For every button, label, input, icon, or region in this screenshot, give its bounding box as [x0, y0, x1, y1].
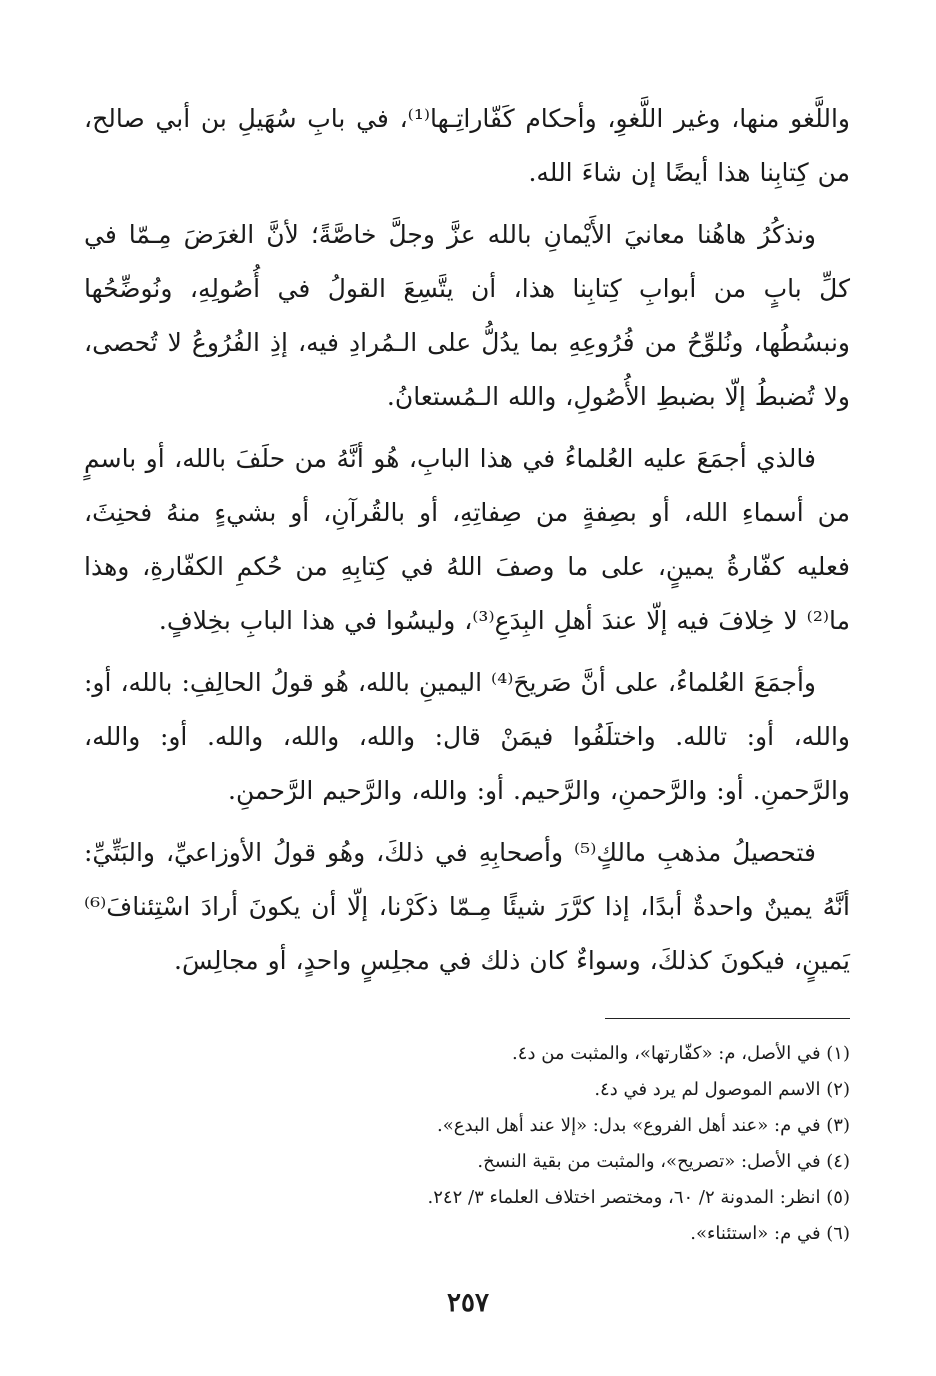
- paragraph-4: وأجمَعَ العُلماءُ، على أنَّ صَريحَ⁽⁴⁾ اليمينِ بالله، هُو قولُ الحالِفِ: بالله، أو: والله، أو: تالله. واختلَفُوا فيمَنْ قال: والله، والله، والله. أو: والله، والرَّحمنِ. أو: والرَّحمنِ، والرَّحيم. أو: والله، والرَّحيم الرَّحمنِ.: [84, 668, 850, 805]
- footnote-6: (٦) في م: «استئناء».: [690, 1223, 850, 1244]
- paragraph-5: فتحصيلُ مذهبِ مالكٍ⁽⁵⁾ وأصحابِهِ في ذلكَ، وهُو قولُ الأوزاعيِّ، والبَتِّيِّ: أنَّهُ يمينٌ واحدةٌ أبدًا، إذا كرَّرَ شيئًا مِـمّا ذكَرْنا، إلّا أن يكونَ أرادَ اسْتِئنافَ⁽⁶⁾ يَمينٍ، فيكونَ كذلكَ، وسواءٌ كان ذلك في مجلِسٍ واحدٍ، أو مجالِسَ.: [84, 838, 850, 975]
- page-number: ٢٥٧: [447, 1288, 489, 1318]
- footnote-4: (٤) في الأصل: «تصريح»، والمثبت من بقية النسخ.: [477, 1151, 850, 1172]
- paragraph-1: واللَّغو منها، وغير اللَّغوِ، وأحكام كَفّاراتِـها⁽¹⁾، في بابِ سُهَيلِ بن أبي صالح، من كِتابِنا هذا أيضًا إن شاءَ الله.: [84, 104, 850, 187]
- paragraph-2: ونذكُرُ هاهُنا معانيَ الأَيْمانِ بالله عزَّ وجلَّ خاصَّةً؛ لأنَّ الغرَضَ مِـمّا في كلِّ بابٍ من أبوابِ كِتابِنا هذا، أن يتَّسِعَ القولُ في أُصُولِهِ، ونُوضِّحُها ونبسُطُها، ونُلوِّحُ من فُرُوعِهِ بما يدُلُّ على الـمُرادِ فيه، إذِ الفُرُوعُ لا تُحصى، ولا تُضبطُ إلّا بضبطِ الأُصُولِ، والله الـمُستعانُ.: [84, 220, 850, 411]
- main-text: [84, 92, 850, 996]
- paragraph-3: فالذي أجمَعَ عليه العُلماءُ في هذا البابِ، هُو أنَّهُ من حلَفَ بالله، أو باسمٍ من أسماءِ الله، أو بصِفةٍ من صِفاتِهِ، أو بالقُرآنِ، أو بشيءٍ منهُ فحنِثَ، فعليه كفّارةُ يمينٍ، على ما وصفَ اللهُ في كِتابِهِ من حُكمِ الكفّارةِ، وهذا ما⁽²⁾ لا خِلافَ فيه إلّا عندَ أهلِ البِدَعِ⁽³⁾، وليسُوا في هذا البابِ بخِلافٍ.: [84, 444, 850, 635]
- footnote-2: (٢) الاسم الموصول لم يرد في د٤.: [594, 1079, 850, 1100]
- footnotes-list: [84, 1036, 850, 1252]
- footnote-divider: [605, 1018, 850, 1019]
- footnote-3: (٣) في م: «عند أهل الفروع» بدل: «إلا عند أهل البدع».: [437, 1115, 850, 1136]
- footnote-5: (٥) انظر: المدونة ٢/ ٦٠، ومختصر اختلاف العلماء ٣/ ٢٤٢.: [427, 1187, 850, 1208]
- footnote-1: (١) في الأصل، م: «كفّارتها»، والمثبت من د٤.: [512, 1043, 850, 1064]
